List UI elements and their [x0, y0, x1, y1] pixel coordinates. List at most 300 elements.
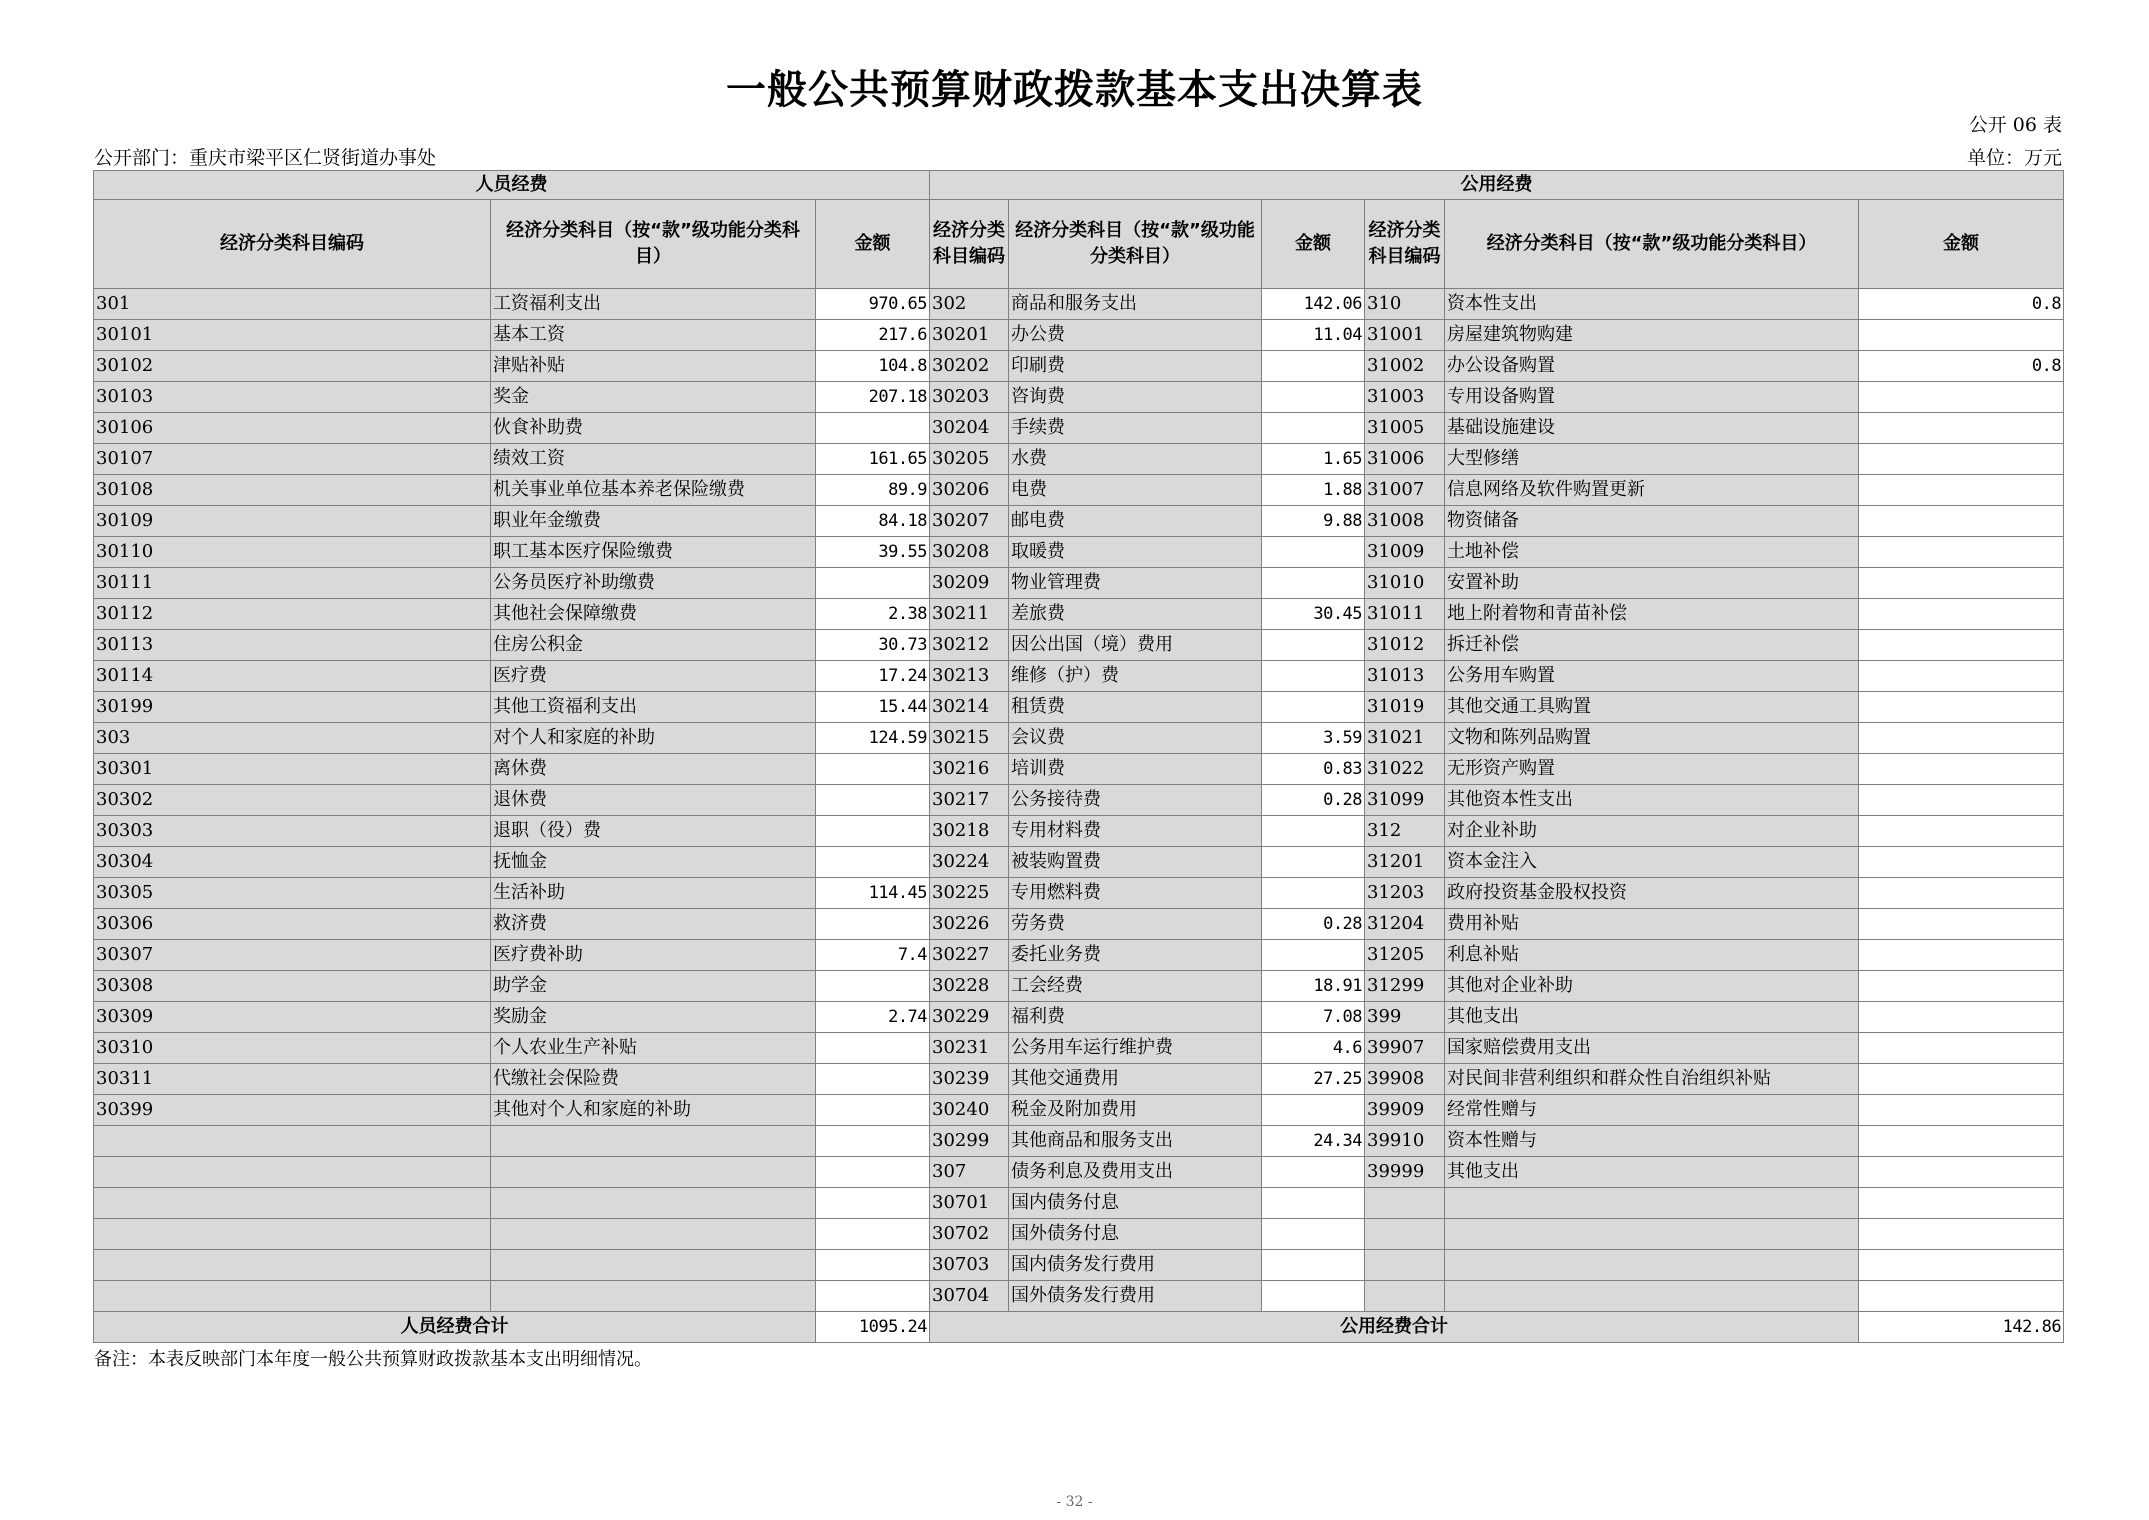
- table-row: [94, 289, 2064, 320]
- code-cell: 30211: [930, 599, 1009, 630]
- amount-cell: [1859, 1188, 2064, 1219]
- table-row: [94, 1157, 2064, 1188]
- name-cell: 绩效工资: [491, 444, 816, 475]
- amount-cell: 114.45: [816, 878, 930, 909]
- name-cell: 其他社会保障缴费: [491, 599, 816, 630]
- amount-cell: [1859, 506, 2064, 537]
- name-cell: 工会经费: [1009, 971, 1262, 1002]
- table-row: [94, 599, 2064, 630]
- code-cell: 30208: [930, 537, 1009, 568]
- amount-cell: [1859, 940, 2064, 971]
- public-total-label: 公用经费合计: [930, 1312, 1859, 1343]
- amount-cell: 84.18: [816, 506, 930, 537]
- col-header-name: 经济分类科目（按“款”级功能分类科目）: [491, 200, 816, 289]
- amount-cell: [816, 847, 930, 878]
- amount-cell: [1859, 630, 2064, 661]
- code-cell: 312: [1365, 816, 1445, 847]
- expenditure-table: [93, 170, 2064, 1343]
- amount-cell: [1262, 1219, 1365, 1250]
- col-header-name: 经济分类科目（按“款”级功能分类科目）: [1009, 200, 1262, 289]
- amount-cell: [816, 1281, 930, 1312]
- code-cell: 31201: [1365, 847, 1445, 878]
- table-row: [94, 816, 2064, 847]
- code-cell: 39999: [1365, 1157, 1445, 1188]
- table-row: [94, 444, 2064, 475]
- name-cell: 拆迁补偿: [1445, 630, 1859, 661]
- code-cell: 30216: [930, 754, 1009, 785]
- name-cell: 其他支出: [1445, 1002, 1859, 1033]
- table-row: [94, 506, 2064, 537]
- amount-cell: 0.8: [1859, 351, 2064, 382]
- name-cell: 生活补助: [491, 878, 816, 909]
- code-cell: 301: [94, 289, 491, 320]
- code-cell: 30102: [94, 351, 491, 382]
- name-cell: 公务员医疗补助缴费: [491, 568, 816, 599]
- name-cell: 信息网络及软件购置更新: [1445, 475, 1859, 506]
- code-cell: 31021: [1365, 723, 1445, 754]
- code-cell: 30308: [94, 971, 491, 1002]
- code-cell: 30114: [94, 661, 491, 692]
- name-cell: 手续费: [1009, 413, 1262, 444]
- table-row: [94, 754, 2064, 785]
- public-total-value: 142.86: [1859, 1312, 2064, 1343]
- code-cell: 30225: [930, 878, 1009, 909]
- code-cell: [94, 1188, 491, 1219]
- code-cell: 30703: [930, 1250, 1009, 1281]
- table-row: [94, 1064, 2064, 1095]
- name-cell: 地上附着物和青苗补偿: [1445, 599, 1859, 630]
- code-cell: 39908: [1365, 1064, 1445, 1095]
- table-row: [94, 971, 2064, 1002]
- section-public: 公用经费: [930, 171, 2064, 200]
- name-cell: 抚恤金: [491, 847, 816, 878]
- amount-cell: [816, 909, 930, 940]
- name-cell: 公务用车运行维护费: [1009, 1033, 1262, 1064]
- code-cell: 30399: [94, 1095, 491, 1126]
- amount-cell: [816, 816, 930, 847]
- amount-cell: 39.55: [816, 537, 930, 568]
- name-cell: 伙食补助费: [491, 413, 816, 444]
- name-cell: 其他商品和服务支出: [1009, 1126, 1262, 1157]
- table-row: [94, 1250, 2064, 1281]
- name-cell: 退休费: [491, 785, 816, 816]
- name-cell: 其他资本性支出: [1445, 785, 1859, 816]
- code-cell: 307: [930, 1157, 1009, 1188]
- amount-cell: [1859, 971, 2064, 1002]
- code-cell: 30224: [930, 847, 1009, 878]
- amount-cell: [816, 1095, 930, 1126]
- amount-cell: [1859, 909, 2064, 940]
- table-row: [94, 351, 2064, 382]
- name-cell: 费用补贴: [1445, 909, 1859, 940]
- amount-cell: [1859, 785, 2064, 816]
- code-cell: 31012: [1365, 630, 1445, 661]
- code-cell: 30202: [930, 351, 1009, 382]
- name-cell: 职工基本医疗保险缴费: [491, 537, 816, 568]
- amount-cell: 30.73: [816, 630, 930, 661]
- table-row: [94, 847, 2064, 878]
- code-cell: 30101: [94, 320, 491, 351]
- code-cell: 30203: [930, 382, 1009, 413]
- name-cell: 专用燃料费: [1009, 878, 1262, 909]
- name-cell: 咨询费: [1009, 382, 1262, 413]
- code-cell: 30113: [94, 630, 491, 661]
- code-cell: 30103: [94, 382, 491, 413]
- code-cell: 30229: [930, 1002, 1009, 1033]
- amount-cell: 17.24: [816, 661, 930, 692]
- col-header-amount: 金额: [1262, 200, 1365, 289]
- amount-cell: 124.59: [816, 723, 930, 754]
- amount-cell: 2.74: [816, 1002, 930, 1033]
- table-row: [94, 723, 2064, 754]
- name-cell: 维修（护）费: [1009, 661, 1262, 692]
- col-header-code: 经济分类科目编码: [1365, 200, 1445, 289]
- amount-cell: 142.06: [1262, 289, 1365, 320]
- amount-cell: [1262, 1157, 1365, 1188]
- code-cell: 30206: [930, 475, 1009, 506]
- amount-cell: [816, 1157, 930, 1188]
- name-cell: 对个人和家庭的补助: [491, 723, 816, 754]
- table-row: [94, 1033, 2064, 1064]
- name-cell: 国家赔偿费用支出: [1445, 1033, 1859, 1064]
- amount-cell: [816, 754, 930, 785]
- name-cell: 专用设备购置: [1445, 382, 1859, 413]
- col-header-amount: 金额: [816, 200, 930, 289]
- code-cell: 30702: [930, 1219, 1009, 1250]
- table-row: [94, 878, 2064, 909]
- code-cell: 30108: [94, 475, 491, 506]
- code-cell: 30204: [930, 413, 1009, 444]
- name-cell: 津贴补贴: [491, 351, 816, 382]
- amount-cell: 207.18: [816, 382, 930, 413]
- table-row: [94, 785, 2064, 816]
- code-cell: 39910: [1365, 1126, 1445, 1157]
- table-row: [94, 1281, 2064, 1312]
- code-cell: 30212: [930, 630, 1009, 661]
- amount-cell: [1859, 847, 2064, 878]
- page-title: 一般公共预算财政拨款基本支出决算表: [726, 67, 1423, 113]
- amount-cell: [1859, 878, 2064, 909]
- name-cell: 差旅费: [1009, 599, 1262, 630]
- amount-cell: [816, 1219, 930, 1250]
- name-cell: [1445, 1219, 1859, 1250]
- amount-cell: [1859, 692, 2064, 723]
- code-cell: 31011: [1365, 599, 1445, 630]
- code-cell: 30301: [94, 754, 491, 785]
- amount-cell: 1.65: [1262, 444, 1365, 475]
- code-cell: 31008: [1365, 506, 1445, 537]
- name-cell: [491, 1250, 816, 1281]
- code-cell: 30199: [94, 692, 491, 723]
- name-cell: 资本金注入: [1445, 847, 1859, 878]
- name-cell: 培训费: [1009, 754, 1262, 785]
- amount-cell: [1859, 599, 2064, 630]
- table-row: [94, 630, 2064, 661]
- code-cell: 31022: [1365, 754, 1445, 785]
- amount-cell: [1262, 351, 1365, 382]
- amount-cell: 970.65: [816, 289, 930, 320]
- amount-cell: [1859, 1095, 2064, 1126]
- name-cell: 对民间非营利组织和群众性自治组织补贴: [1445, 1064, 1859, 1095]
- name-cell: 其他支出: [1445, 1157, 1859, 1188]
- code-cell: 30207: [930, 506, 1009, 537]
- col-header-name: 经济分类科目（按“款”级功能分类科目）: [1445, 200, 1859, 289]
- code-cell: 31204: [1365, 909, 1445, 940]
- table-row: [94, 940, 2064, 971]
- name-cell: 医疗费补助: [491, 940, 816, 971]
- amount-cell: [1859, 754, 2064, 785]
- name-cell: 利息补贴: [1445, 940, 1859, 971]
- amount-cell: [1859, 1219, 2064, 1250]
- amount-cell: [1859, 1281, 2064, 1312]
- code-cell: 39907: [1365, 1033, 1445, 1064]
- name-cell: 商品和服务支出: [1009, 289, 1262, 320]
- code-cell: 30217: [930, 785, 1009, 816]
- amount-cell: [1262, 847, 1365, 878]
- name-cell: 对企业补助: [1445, 816, 1859, 847]
- code-cell: 30704: [930, 1281, 1009, 1312]
- code-cell: [94, 1250, 491, 1281]
- amount-cell: [1859, 413, 2064, 444]
- code-cell: 30110: [94, 537, 491, 568]
- table-row: [94, 1219, 2064, 1250]
- name-cell: 资本性赠与: [1445, 1126, 1859, 1157]
- amount-cell: [1859, 1002, 2064, 1033]
- code-cell: 31005: [1365, 413, 1445, 444]
- code-cell: 39909: [1365, 1095, 1445, 1126]
- amount-cell: [1859, 320, 2064, 351]
- name-cell: 奖金: [491, 382, 816, 413]
- code-cell: 31099: [1365, 785, 1445, 816]
- code-cell: 30303: [94, 816, 491, 847]
- name-cell: 印刷费: [1009, 351, 1262, 382]
- name-cell: 债务利息及费用支出: [1009, 1157, 1262, 1188]
- amount-cell: [1859, 444, 2064, 475]
- code-cell: 31010: [1365, 568, 1445, 599]
- amount-cell: 0.8: [1859, 289, 2064, 320]
- name-cell: 国内债务发行费用: [1009, 1250, 1262, 1281]
- name-cell: 土地补偿: [1445, 537, 1859, 568]
- amount-cell: 0.28: [1262, 909, 1365, 940]
- code-cell: 30205: [930, 444, 1009, 475]
- code-cell: 30311: [94, 1064, 491, 1095]
- name-cell: 邮电费: [1009, 506, 1262, 537]
- amount-cell: [1262, 661, 1365, 692]
- name-cell: 其他对企业补助: [1445, 971, 1859, 1002]
- amount-cell: 89.9: [816, 475, 930, 506]
- amount-cell: 161.65: [816, 444, 930, 475]
- department-label: 公开部门：重庆市梁平区仁贤街道办事处: [94, 147, 437, 169]
- amount-cell: [1262, 630, 1365, 661]
- amount-cell: 7.4: [816, 940, 930, 971]
- name-cell: [1445, 1188, 1859, 1219]
- name-cell: 被装购置费: [1009, 847, 1262, 878]
- name-cell: 基本工资: [491, 320, 816, 351]
- name-cell: 代缴社会保险费: [491, 1064, 816, 1095]
- name-cell: 租赁费: [1009, 692, 1262, 723]
- code-cell: 30106: [94, 413, 491, 444]
- amount-cell: [816, 1033, 930, 1064]
- name-cell: 专用材料费: [1009, 816, 1262, 847]
- name-cell: 物业管理费: [1009, 568, 1262, 599]
- name-cell: 办公设备购置: [1445, 351, 1859, 382]
- amount-cell: [1859, 475, 2064, 506]
- name-cell: 公务接待费: [1009, 785, 1262, 816]
- amount-cell: [1859, 723, 2064, 754]
- name-cell: 个人农业生产补贴: [491, 1033, 816, 1064]
- amount-cell: [1262, 692, 1365, 723]
- table-row: [94, 537, 2064, 568]
- name-cell: [491, 1126, 816, 1157]
- code-cell: [1365, 1250, 1445, 1281]
- code-cell: 30306: [94, 909, 491, 940]
- name-cell: 医疗费: [491, 661, 816, 692]
- amount-cell: 217.6: [816, 320, 930, 351]
- page-number: - 32 -: [1056, 1494, 1093, 1510]
- name-cell: 办公费: [1009, 320, 1262, 351]
- table-row: [94, 909, 2064, 940]
- code-cell: 31299: [1365, 971, 1445, 1002]
- name-cell: 基础设施建设: [1445, 413, 1859, 444]
- code-cell: [94, 1157, 491, 1188]
- code-cell: 31205: [1365, 940, 1445, 971]
- unit-label: 单位：万元: [1966, 147, 2062, 169]
- table-row: [94, 1126, 2064, 1157]
- code-cell: [1365, 1219, 1445, 1250]
- name-cell: 国外债务发行费用: [1009, 1281, 1262, 1312]
- code-cell: 30201: [930, 320, 1009, 351]
- code-cell: 303: [94, 723, 491, 754]
- code-cell: 31203: [1365, 878, 1445, 909]
- code-cell: [1365, 1281, 1445, 1312]
- code-cell: 30214: [930, 692, 1009, 723]
- amount-cell: 3.59: [1262, 723, 1365, 754]
- code-cell: 31006: [1365, 444, 1445, 475]
- name-cell: 安置补助: [1445, 568, 1859, 599]
- name-cell: 委托业务费: [1009, 940, 1262, 971]
- code-cell: 30109: [94, 506, 491, 537]
- code-cell: [94, 1219, 491, 1250]
- code-cell: 30228: [930, 971, 1009, 1002]
- amount-cell: [816, 1250, 930, 1281]
- amount-cell: 0.28: [1262, 785, 1365, 816]
- name-cell: 奖励金: [491, 1002, 816, 1033]
- code-cell: 30239: [930, 1064, 1009, 1095]
- footnote: 备注：本表反映部门本年度一般公共预算财政拨款基本支出明细情况。: [94, 1349, 652, 1370]
- amount-cell: [1859, 1126, 2064, 1157]
- name-cell: [491, 1188, 816, 1219]
- amount-cell: [816, 1126, 930, 1157]
- code-cell: 31007: [1365, 475, 1445, 506]
- amount-cell: 11.04: [1262, 320, 1365, 351]
- name-cell: 离休费: [491, 754, 816, 785]
- name-cell: 住房公积金: [491, 630, 816, 661]
- name-cell: 税金及附加费用: [1009, 1095, 1262, 1126]
- code-cell: 31013: [1365, 661, 1445, 692]
- name-cell: 福利费: [1009, 1002, 1262, 1033]
- amount-cell: [1859, 1064, 2064, 1095]
- table-row: [94, 1188, 2064, 1219]
- amount-cell: [816, 971, 930, 1002]
- amount-cell: [1262, 878, 1365, 909]
- name-cell: [491, 1219, 816, 1250]
- code-cell: 30305: [94, 878, 491, 909]
- code-cell: 30209: [930, 568, 1009, 599]
- amount-cell: [1859, 1250, 2064, 1281]
- code-cell: 30240: [930, 1095, 1009, 1126]
- amount-cell: 2.38: [816, 599, 930, 630]
- code-cell: 30107: [94, 444, 491, 475]
- name-cell: 其他交通工具购置: [1445, 692, 1859, 723]
- amount-cell: [1262, 1250, 1365, 1281]
- amount-cell: [816, 1188, 930, 1219]
- code-cell: 30304: [94, 847, 491, 878]
- amount-cell: [1859, 661, 2064, 692]
- name-cell: 其他对个人和家庭的补助: [491, 1095, 816, 1126]
- name-cell: [1445, 1281, 1859, 1312]
- amount-cell: [1859, 816, 2064, 847]
- name-cell: 电费: [1009, 475, 1262, 506]
- code-cell: 30215: [930, 723, 1009, 754]
- code-cell: 30111: [94, 568, 491, 599]
- name-cell: 无形资产购置: [1445, 754, 1859, 785]
- amount-cell: 27.25: [1262, 1064, 1365, 1095]
- amount-cell: [1859, 1157, 2064, 1188]
- amount-cell: 0.83: [1262, 754, 1365, 785]
- name-cell: 助学金: [491, 971, 816, 1002]
- amount-cell: 24.34: [1262, 1126, 1365, 1157]
- code-cell: 30218: [930, 816, 1009, 847]
- name-cell: [491, 1157, 816, 1188]
- table-row: [94, 413, 2064, 444]
- table-row: [94, 568, 2064, 599]
- name-cell: 公务用车购置: [1445, 661, 1859, 692]
- amount-cell: 1.88: [1262, 475, 1365, 506]
- code-cell: 30226: [930, 909, 1009, 940]
- code-cell: 31003: [1365, 382, 1445, 413]
- table-row: [94, 475, 2064, 506]
- name-cell: [1445, 1250, 1859, 1281]
- amount-cell: 9.88: [1262, 506, 1365, 537]
- code-cell: 302: [930, 289, 1009, 320]
- amount-cell: 15.44: [816, 692, 930, 723]
- name-cell: 国内债务付息: [1009, 1188, 1262, 1219]
- amount-cell: [1262, 1095, 1365, 1126]
- name-cell: 其他交通费用: [1009, 1064, 1262, 1095]
- name-cell: 退职（役）费: [491, 816, 816, 847]
- table-row: [94, 320, 2064, 351]
- amount-cell: [816, 1064, 930, 1095]
- amount-cell: [1262, 413, 1365, 444]
- table-row: [94, 382, 2064, 413]
- amount-cell: 7.08: [1262, 1002, 1365, 1033]
- personnel-total-label: 人员经费合计: [94, 1312, 816, 1343]
- name-cell: 机关事业单位基本养老保险缴费: [491, 475, 816, 506]
- amount-cell: [1262, 537, 1365, 568]
- section-personnel: 人员经费: [94, 171, 930, 200]
- name-cell: 其他工资福利支出: [491, 692, 816, 723]
- amount-cell: 18.91: [1262, 971, 1365, 1002]
- col-header-code: 经济分类科目编码: [930, 200, 1009, 289]
- name-cell: 房屋建筑物购建: [1445, 320, 1859, 351]
- table-row: [94, 1095, 2064, 1126]
- table-row: [94, 661, 2064, 692]
- amount-cell: [1859, 537, 2064, 568]
- code-cell: [94, 1126, 491, 1157]
- amount-cell: [1262, 1281, 1365, 1312]
- amount-cell: [1262, 382, 1365, 413]
- code-cell: 399: [1365, 1002, 1445, 1033]
